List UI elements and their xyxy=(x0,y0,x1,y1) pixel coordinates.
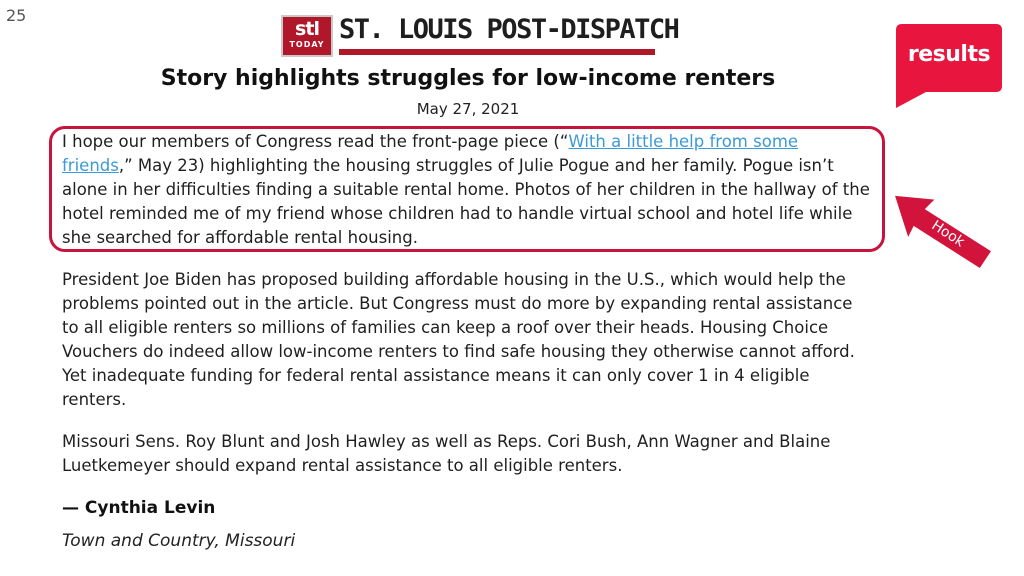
newspaper-masthead xyxy=(281,14,679,57)
author-location: Town and Country, Missouri xyxy=(62,531,296,551)
paper-name: ST. LOUIS POST-DISPATCH xyxy=(339,14,679,45)
article-date: May 27, 2021 xyxy=(416,100,520,118)
logo-bottom-text: TODAY xyxy=(289,40,325,49)
author-signature: — Cynthia Levin xyxy=(62,498,216,518)
slide-number: 25 xyxy=(6,6,27,25)
stl-today-logo xyxy=(281,15,333,57)
hook-label: Hook xyxy=(928,217,968,251)
paragraph-2: President Joe Biden has proposed building affordable housing in the U.S., which would help the problems pointed out in the article. But Congress must do more by expanding rental assistance to all eligible renters so millions of families can keep a roof over their heads. Housing Choice Vouchers do indeed allow low-income renters to find safe housing they otherwise cannot afford. Yet inadequate funding for federal rental assistance means it can only cover 1 in 4 eligible renters. xyxy=(62,270,855,409)
paragraph-3: Missouri Sens. Roy Blunt and Josh Hawley as well as Reps. Cori Bush, Ann Wagner and Blaine Luetkemeyer should expand rental assistance to all eligible renters. xyxy=(62,432,831,475)
article-link[interactable]: With a little help from some friends xyxy=(62,132,799,175)
paragraph-1-lead: I hope our members of Congress read the front-page piece (“ xyxy=(62,132,569,151)
results-label: results xyxy=(907,42,991,67)
masthead-underline xyxy=(339,49,655,55)
hook-highlight-box xyxy=(49,126,885,252)
paragraph-1-rest: ,” May 23) highlighting the housing struggles of Julie Pogue and her family. Pogue isn’t alone in her difficulties finding a suitable rental home. Photos of her children in the hallway of the hotel reminded me of my friend whose children had to handle virtual school and hotel life while she searched for affordable rental housing. xyxy=(62,156,870,247)
article-headline: Story highlights struggles for low-income renters xyxy=(160,66,776,91)
logo-top-text: stl xyxy=(295,18,319,40)
